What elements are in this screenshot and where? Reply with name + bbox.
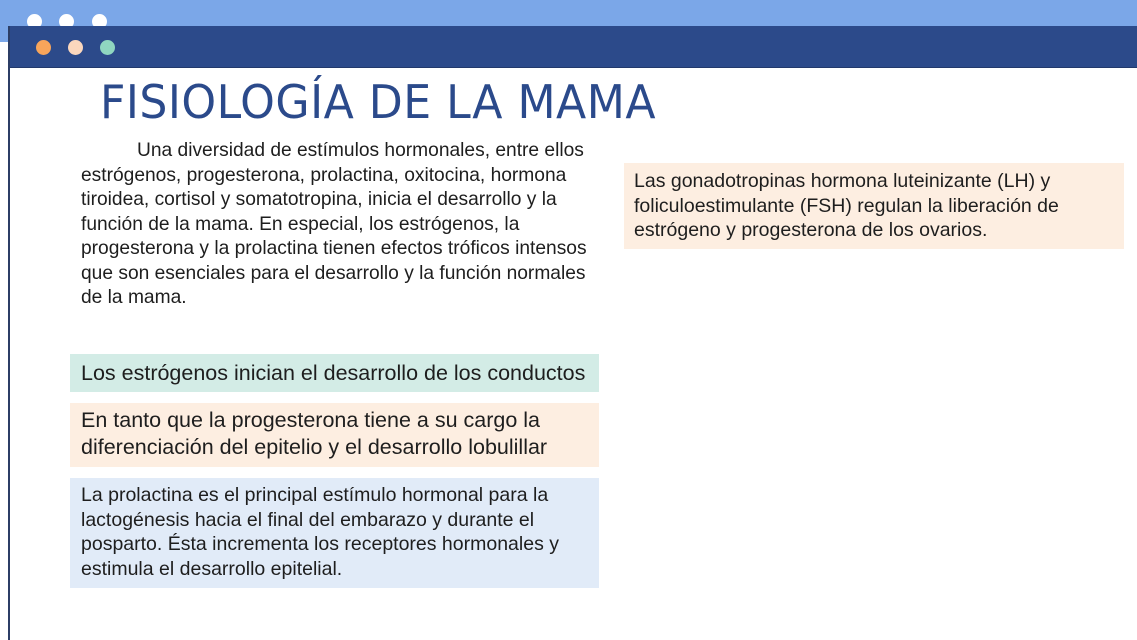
background-window-band bbox=[0, 0, 1137, 26]
gonadotropins-text: Las gonadotropinas hormona luteinizante (LH) y foliculoestimulante (FSH) regulan la liberación de estrógeno y progesterona de los ovarios. bbox=[634, 170, 1059, 241]
estrogens-text: Los estrógenos inician el desarrollo de los conductos bbox=[81, 361, 586, 385]
progesterone-text: En tanto que la progesterona tiene a su cargo la diferenciación del epitelio y el desarrollo lobulillar bbox=[81, 408, 548, 459]
progesterone-box bbox=[70, 403, 599, 467]
prolactin-text: La prolactina es el principal estímulo hormonal para la lactogénesis hacia el final del embarazo y durante el posparto. Ésta incrementa los receptores hormonales y estimula el desarrollo epitelial. bbox=[81, 484, 559, 580]
prolactin-box bbox=[70, 478, 599, 588]
window-control-mint-icon[interactable] bbox=[100, 40, 115, 55]
window-header-bar bbox=[10, 26, 1137, 68]
intro-text: Una diversidad de estímulos hormonales, entre ellos estrógenos, progesterona, prolactina, oxitocina, hormona tiroidea, cortisol y somatotropina, inicia el desarrollo y la función de la mama. En especial, los estrógenos, la progesterona y la prolactina tienen efectos tróficos intensos que son esenciales para el desarrollo y la función normales de la mama. bbox=[81, 140, 587, 308]
window-control-orange-icon[interactable] bbox=[36, 40, 51, 55]
window-control-peach-icon[interactable] bbox=[68, 40, 83, 55]
background-window-edge bbox=[0, 26, 8, 42]
estrogens-box bbox=[70, 354, 599, 392]
gonadotropins-box bbox=[624, 163, 1124, 249]
slide-window bbox=[8, 26, 1137, 640]
intro-paragraph bbox=[81, 139, 601, 311]
slide-title: FISIOLOGÍA DE LA MAMA bbox=[100, 75, 657, 129]
